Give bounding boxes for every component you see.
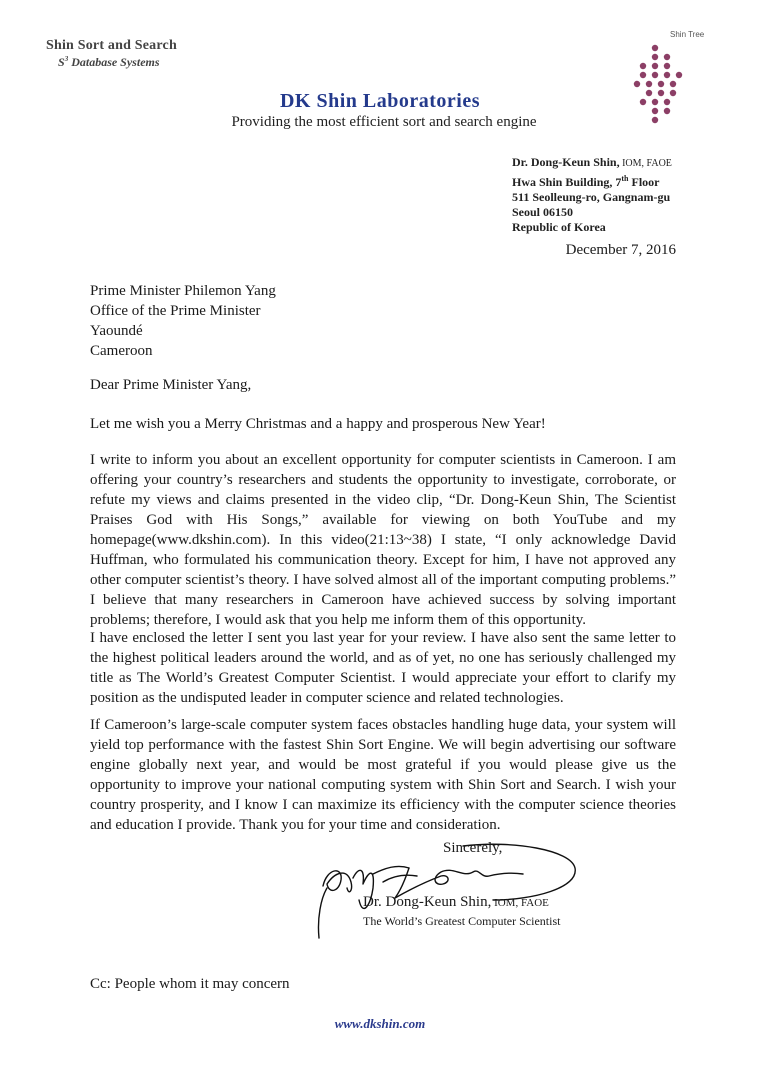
logo-dot [664, 72, 670, 78]
logo-dot [664, 108, 670, 114]
website-link[interactable]: www.dkshin.com [334, 1016, 426, 1031]
paragraph-opportunity: I write to inform you about an excellent opportunity for computer scientists in Cameroon. I am offering your country’s researchers and students the opportunity to investigate, corroborate, or refute my views and claims presented in the video clip, “Dr. Dong-Keun Shin, The Scientist Praises God with His Songs,” available for viewing on both YouTube and my homepage(www.dkshin.com). In this video(21:13~38) I state, “I only acknowledge David Huffman, who formulated his communication theory. Except for him, I have not approved any other computer scientist’s theory. I have solved almost all of the important computing problems.” I believe that many researchers in Cameroon have achieved success by solving important problems; therefore, I would ask that you help me inform them of this opportunity. [90, 452, 676, 628]
brand-name: Shin Sort and Search [46, 38, 177, 53]
logo-dot [652, 99, 658, 105]
logo-dot [652, 63, 658, 69]
paragraph-greeting: Let me wish you a Merry Christmas and a happy and prosperous New Year! [90, 416, 546, 432]
brand-subtitle-text: Database Systems [68, 55, 160, 69]
logo-dot [658, 90, 664, 96]
sender-country: Republic of Korea [512, 220, 606, 234]
lab-name: DK Shin Laboratories [279, 90, 481, 112]
logo-dot [640, 99, 646, 105]
salutation: Dear Prime Minister Yang, [90, 377, 252, 393]
sender-name: Dr. Dong-Keun Shin, [512, 155, 620, 169]
logo-dot [646, 90, 652, 96]
logo-dot [640, 72, 646, 78]
paragraph-enclosed-letter: I have enclosed the letter I sent you last year for your review. I have also sent the same letter to the highest political leaders around the world, and as of yet, no one has seriously challenged my title as The World’s Greatest Computer Scientist. I would appreciate your effort to clarify my position as the undisputed leader in computer science and related technologies. [90, 630, 676, 706]
brand-s-letter: S [58, 55, 65, 69]
logo-dot [658, 81, 664, 87]
signer-block [363, 893, 560, 930]
brand-block [46, 38, 177, 70]
brand-s-superscript: 3 [64, 55, 69, 63]
shin-tree-icon [614, 30, 710, 126]
logo-dot [664, 54, 670, 60]
logo-dot [652, 45, 658, 51]
logo-dot [640, 63, 646, 69]
sender-name-line [512, 155, 672, 171]
logo-dot [652, 54, 658, 60]
closing: Sincerely, [443, 840, 503, 856]
letter-date: December 7, 2016 [565, 242, 676, 258]
paragraph-shin-sort-engine: If Cameroon’s large-scale computer system faces obstacles handling huge data, your system will yield top performance with the fastest Shin Sort Engine. We will begin advertising our software engine globally next year, and would be most grateful if you would please give us the opportunity to improve your national computing system with Shin Sort and Search. I wish your country prosperity, and I know I can maximize its efficiency with the computer science theories and education I provide. Thank you for your time and consideration. [90, 717, 676, 833]
brand-subtitle [46, 55, 177, 70]
signer-name: Dr. Dong-Keun Shin, [363, 894, 492, 910]
logo-dot [676, 72, 682, 78]
recipient-office: Office of the Prime Minister [90, 303, 261, 319]
logo-dot [652, 72, 658, 78]
logo-dot [634, 81, 640, 87]
sender-city: Seoul 06150 [512, 205, 574, 219]
logo-dot [664, 63, 670, 69]
sender-building-sup: th [621, 174, 629, 183]
logo-dot [652, 117, 658, 123]
cc-line: Cc: People whom it may concern [90, 976, 290, 992]
signer-title: The World’s Greatest Computer Scientist [363, 914, 561, 928]
logo-label: Shin Tree [670, 30, 705, 39]
recipient-address [90, 281, 276, 361]
lab-tagline: Providing the most efficient sort and search engine [231, 114, 537, 130]
logo-dot [646, 81, 652, 87]
shin-tree-logo [614, 30, 710, 126]
logo-dot [664, 99, 670, 105]
recipient-country: Cameroon [90, 343, 153, 359]
recipient-city: Yaoundé [90, 323, 143, 339]
sender-building [512, 171, 672, 190]
sender-building-suffix: Floor [628, 175, 660, 189]
logo-dot [652, 108, 658, 114]
sender-credentials: IOM, FAOE [619, 158, 672, 169]
signer-credentials: IOM, FAOE [491, 897, 549, 909]
recipient-name: Prime Minister Philemon Yang [90, 283, 276, 299]
logo-dot [670, 81, 676, 87]
sender-address [512, 155, 672, 235]
logo-dot [670, 90, 676, 96]
sender-building-prefix: Hwa Shin Building, 7 [512, 175, 622, 189]
sender-street: 511 Seolleung-ro, Gangnam-gu [512, 190, 671, 204]
signer-name-line [363, 893, 560, 912]
